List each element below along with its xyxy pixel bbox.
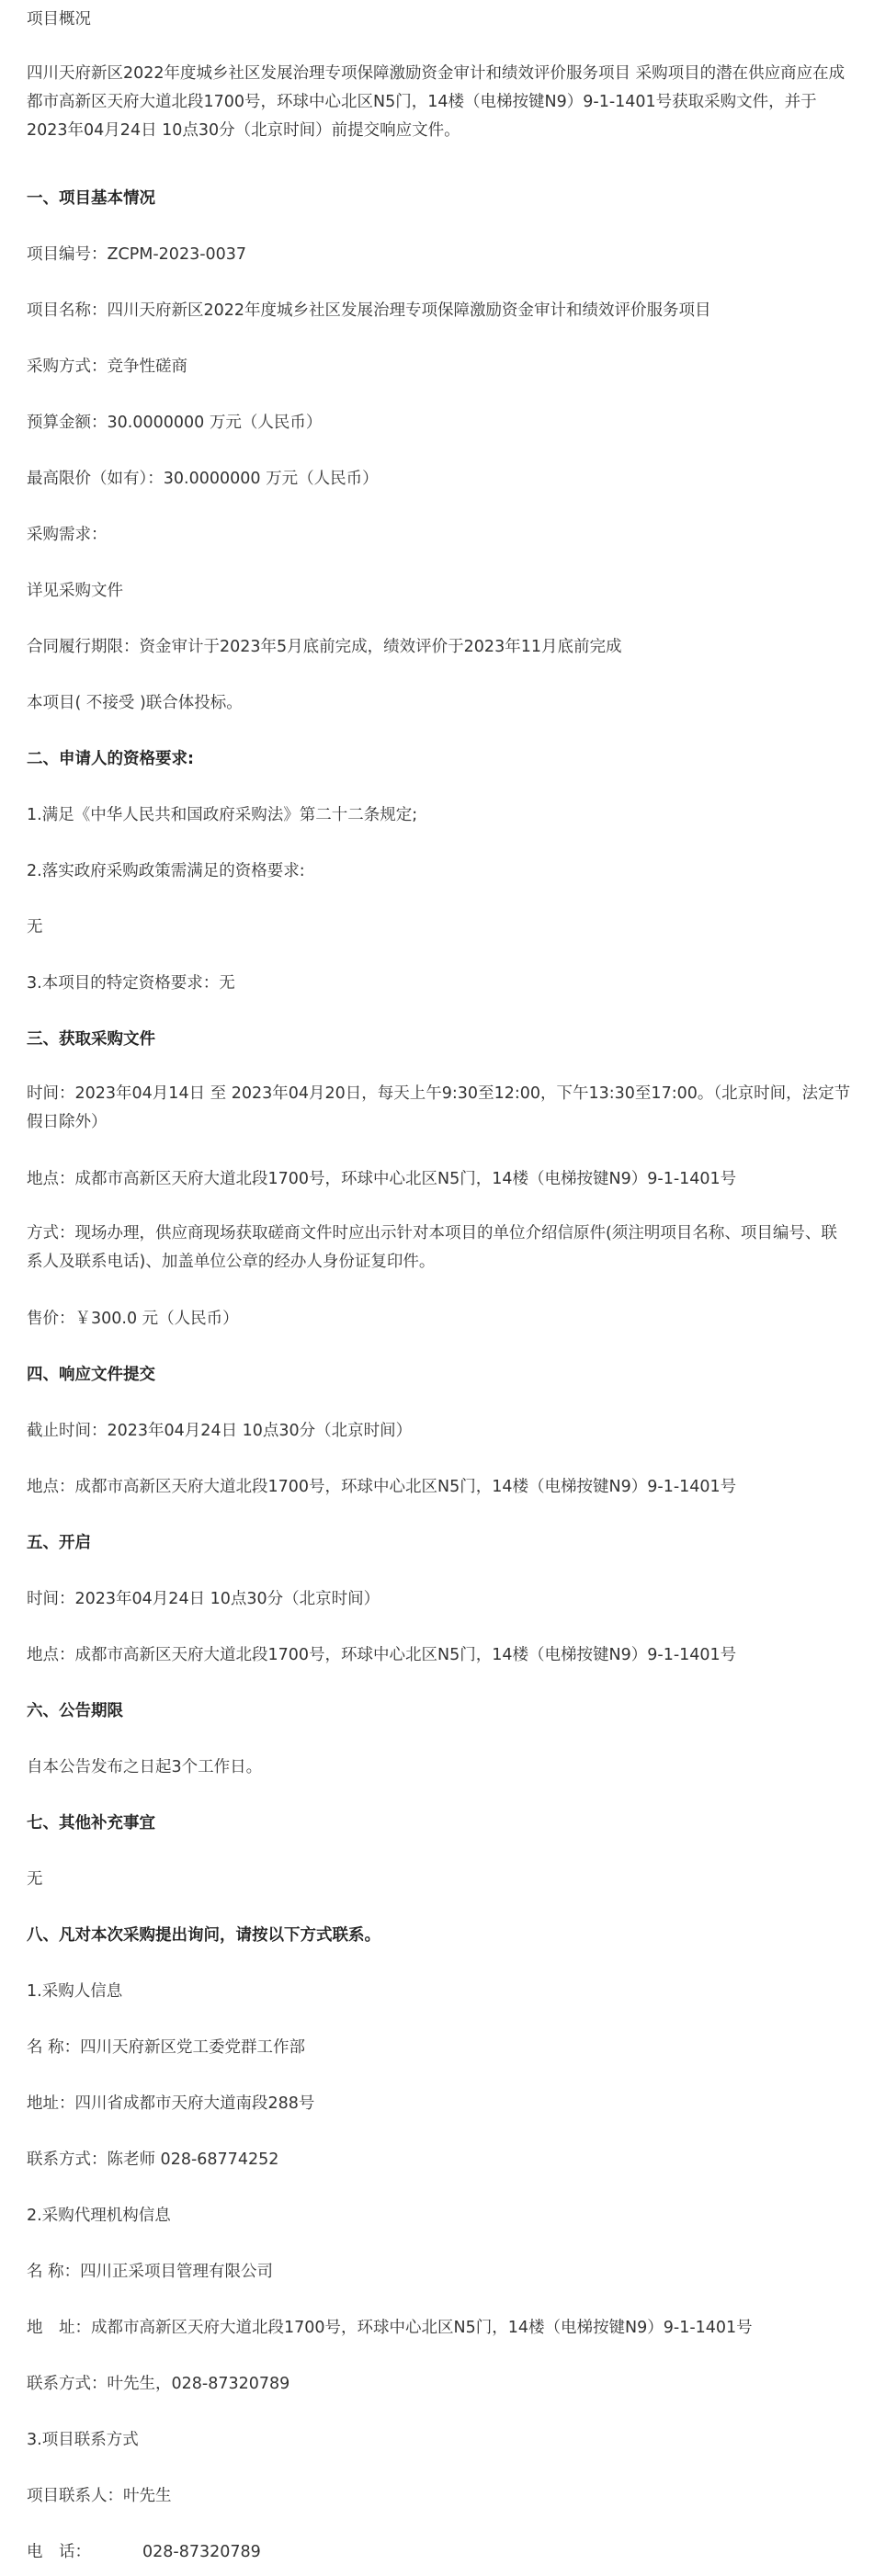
- consortium-note: 本项目( 不接受 )联合体投标。: [27, 694, 243, 712]
- project-name: 项目名称：四川天府新区2022年度城乡社区发展治理专项保障激励资金审计和绩效评价服务项目: [27, 301, 711, 320]
- section-7-heading: 七、其他补充事宜: [27, 1814, 155, 1833]
- project-number: 项目编号：ZCPM-2023-0037: [27, 245, 247, 264]
- overview-summary: 四川天府新区2022年度城乡社区发展治理专项保障激励资金审计和绩效评价服务项目 采购项目的潜在供应商应在成都市高新区天府大道北段1700号，环球中心北区N5门，14楼（电梯按键N9）9-1-1401号获取采购文件，并于2023年04月24日 10点30分（北京时间）前提交响应文件。: [27, 64, 846, 140]
- requirement-2: 2.落实政府采购政策需满足的资格要求:: [27, 862, 305, 880]
- project-contact-person: 项目联系人：叶先生: [27, 2487, 172, 2505]
- submission-place: 地点：成都市高新区天府大道北段1700号，环球中心北区N5门，14楼（电梯按键N9）9-1-1401号: [27, 1478, 737, 1496]
- document-place: 地点：成都市高新区天府大道北段1700号，环球中心北区N5门，14楼（电梯按键N9）9-1-1401号: [27, 1170, 737, 1188]
- contract-period: 合同履行期限：资金审计于2023年5月底前完成，绩效评价于2023年11月底前完成: [27, 638, 622, 656]
- overview-title: 项目概况: [27, 10, 91, 28]
- max-price: 最高限价（如有）：30.0000000 万元（人民币）: [27, 470, 379, 488]
- agency-contact: 联系方式：叶先生，028-87320789: [27, 2375, 290, 2393]
- agency-label: 2.采购代理机构信息: [27, 2207, 171, 2225]
- document-price: 售价：￥300.0 元（人民币）: [27, 1310, 239, 1328]
- opening-place: 地点：成都市高新区天府大道北段1700号，环球中心北区N5门，14楼（电梯按键N9）9-1-1401号: [27, 1646, 737, 1664]
- procurement-method: 采购方式：竞争性磋商: [27, 357, 187, 376]
- section-1-heading: 一、项目基本情况: [27, 189, 155, 208]
- opening-time: 时间：2023年04月24日 10点30分（北京时间）: [27, 1590, 380, 1608]
- requirement-2-value: 无: [27, 918, 43, 936]
- section-2-heading: 二、申请人的资格要求:: [27, 750, 194, 768]
- demand-label: 采购需求：: [27, 526, 108, 544]
- section-5-heading: 五、开启: [27, 1534, 91, 1552]
- section-3-heading: 三、获取采购文件: [27, 1030, 155, 1049]
- requirement-3: 3.本项目的特定资格要求：无: [27, 974, 235, 993]
- phone-label: 电 话：: [27, 2543, 91, 2561]
- phone-line: [27, 2538, 854, 2566]
- section-8-heading: 八、凡对本次采购提出询问，请按以下方式联系。: [27, 1926, 380, 1945]
- section-4-heading: 四、响应文件提交: [27, 1366, 155, 1384]
- document-time: 时间：2023年04月14日 至 2023年04月20日，每天上午9:30至12:00，下午13:30至17:00。（北京时间，法定节假日除外）: [27, 1084, 851, 1131]
- notice-period: 自本公告发布之日起3个工作日。: [27, 1758, 263, 1776]
- purchaser-name: 名 称：四川天府新区党工委党群工作部: [27, 2038, 306, 2057]
- demand-value: 详见采购文件: [27, 582, 123, 600]
- budget-amount: 预算金额：30.0000000 万元（人民币）: [27, 414, 323, 432]
- purchaser-address: 地址：四川省成都市天府大道南段288号: [27, 2094, 315, 2113]
- submission-deadline: 截止时间：2023年04月24日 10点30分（北京时间）: [27, 1422, 413, 1440]
- agency-name: 名 称：四川正采项目管理有限公司: [27, 2263, 274, 2281]
- phone-value: 028-87320789: [142, 2543, 261, 2561]
- document-method: 方式：现场办理，供应商现场获取磋商文件时应出示针对本项目的单位介绍信原件(须注明项目名称、项目编号、联系人及联系电话)、加盖单位公章的经办人身份证复印件。: [27, 1224, 837, 1271]
- section-6-heading: 六、公告期限: [27, 1702, 123, 1720]
- project-contact-label: 3.项目联系方式: [27, 2431, 139, 2449]
- purchaser-contact: 联系方式：陈老师 028-68774252: [27, 2150, 279, 2169]
- requirement-1: 1.满足《中华人民共和国政府采购法》第二十二条规定;: [27, 806, 418, 824]
- purchaser-label: 1.采购人信息: [27, 1982, 123, 2001]
- supplementary-text: 无: [27, 1870, 43, 1889]
- agency-address: 地 址：成都市高新区天府大道北段1700号，环球中心北区N5门，14楼（电梯按键N9）9-1-1401号: [27, 2319, 753, 2337]
